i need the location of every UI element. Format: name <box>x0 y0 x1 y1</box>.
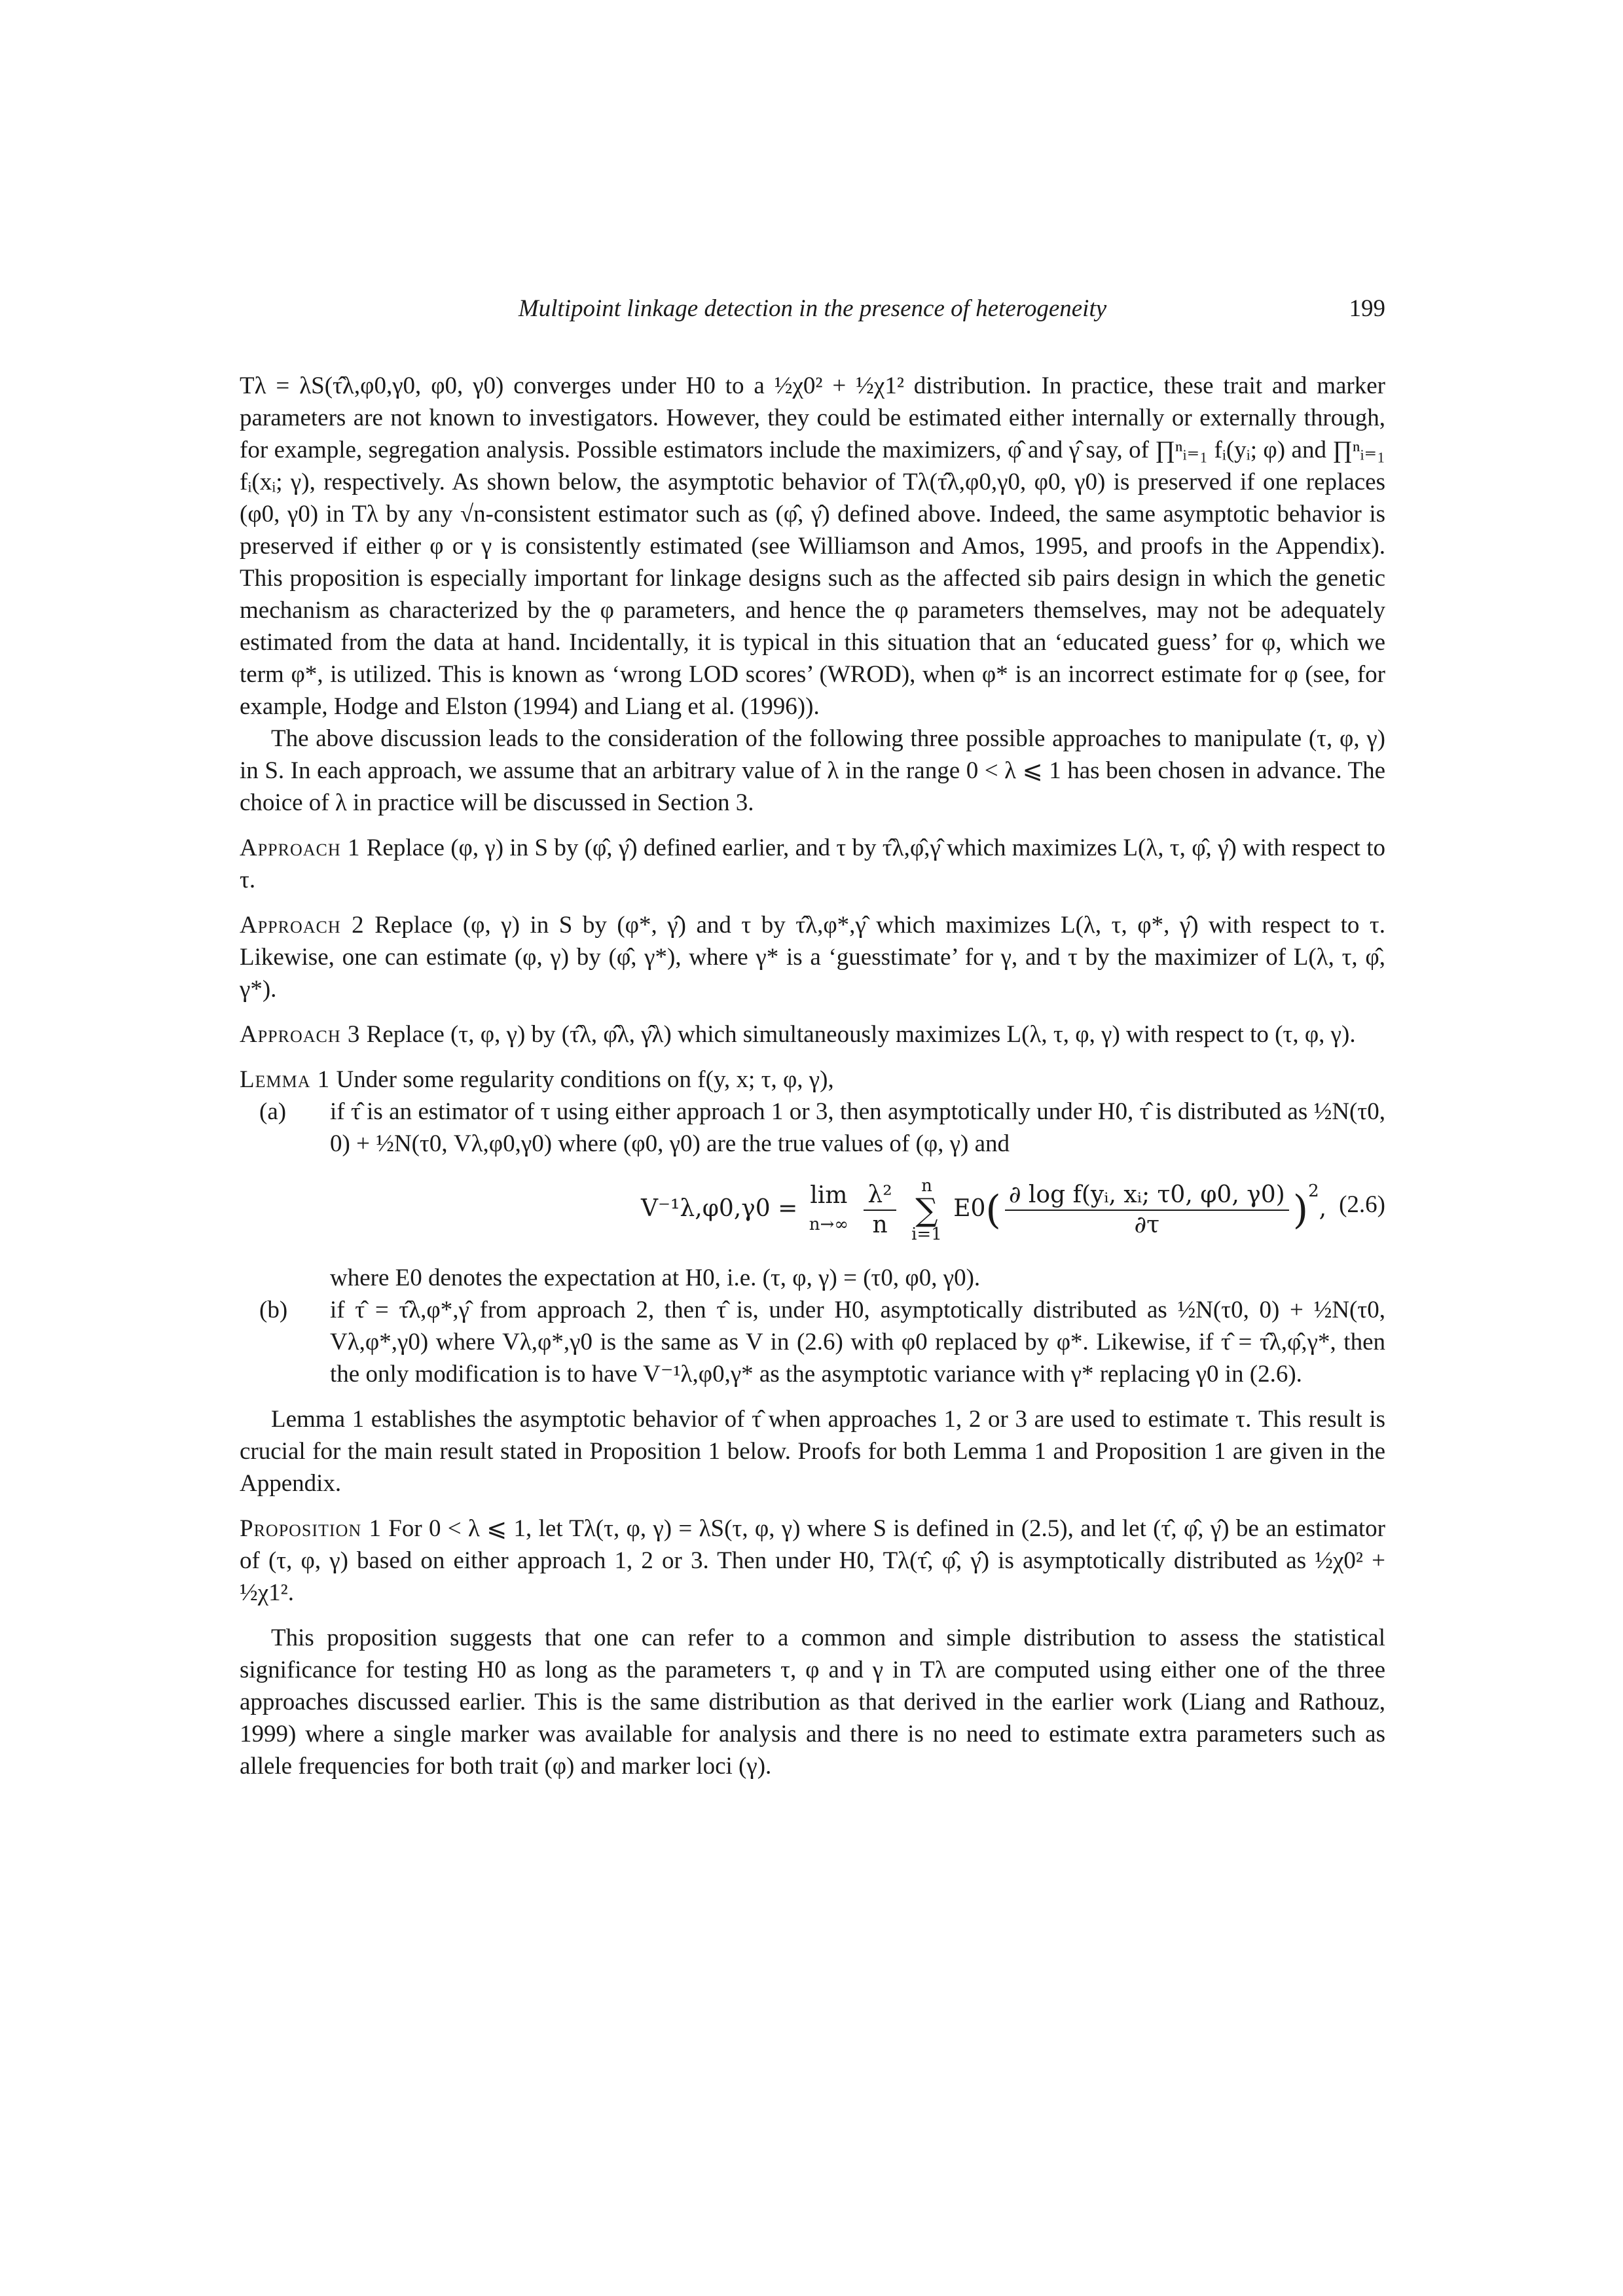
lemma-item-b-text: if τ̂ = τ̂λ,φ*,γ̂ from approach 2, then τ̂ is, under H0, asymptotically distributed as ½N(τ0, 0) + ½N(τ0, Vλ,φ*,γ0) where Vλ,φ*,γ0 is the same as V in (2.6) with φ0 replaced by φ*. Likewise, if τ̂ = τ̂λ,φ̂,γ*, then the only modification is to have V⁻¹λ,φ0,γ* as the asymptotic variance with γ* replacing γ0 in (2.6). <box>330 1297 1385 1388</box>
approach-3-text: Replace (τ, φ, γ) by (τ̂λ, φ̂λ, γ̂λ) which simultaneously maximizes L(λ, τ, φ, γ) with respect to (τ, φ, γ). <box>366 1021 1356 1048</box>
equation-lhs: V⁻¹λ,φ0,γ0 <box>641 1195 771 1222</box>
page-number: 199 <box>1349 295 1385 322</box>
equation-sum-top: n <box>921 1176 932 1196</box>
proposition-1 <box>240 1513 1385 1609</box>
equation-equals: = <box>778 1195 798 1222</box>
lemma-item-b-label: (b) <box>259 1297 288 1323</box>
equation-2-6 <box>330 1162 1385 1261</box>
lemma-item-a <box>259 1096 1385 1294</box>
paragraph-final: This proposition suggests that one can refer to a common and simple distribution to assess the statistical significance for testing H0 as long as the parameters τ, φ and γ in Tλ are computed using either one of the three approaches discussed earlier. This is the same distribution as that derived in the earlier work (Liang and Rathouz, 1999) where a single marker was available for analysis and there is no need to estimate extra parameters such as allele frequencies for both trait (φ) and marker loci (γ). <box>240 1624 1385 1780</box>
equation-expectation: E0 <box>953 1195 986 1222</box>
approach-1 <box>240 832 1385 896</box>
equation-right-paren: ) <box>1292 1187 1309 1233</box>
equation-inner-num: ∂ log f(yᵢ, xᵢ; τ0, φ0, γ0) <box>1005 1181 1289 1211</box>
running-head <box>240 295 1385 334</box>
equation-lambda-fraction <box>864 1181 896 1240</box>
lemma-item-a-label: (a) <box>259 1098 287 1125</box>
approach-1-text: Replace (φ, γ) in S by (φ̂, γ̂) defined earlier, and τ by τ̂λ,φ̂,γ̂ which maximizes L(λ, τ, φ̂, γ̂) with respect to τ. <box>240 834 1385 893</box>
lemma-label: Lemma 1 <box>240 1066 331 1093</box>
equation-derivative-fraction <box>1005 1181 1289 1240</box>
body-text <box>240 370 1385 1782</box>
lemma-item-a-after: where E0 denotes the expectation at H0, i.e. (τ, φ, γ) = (τ0, φ0, γ0). <box>330 1265 981 1291</box>
equation-limit <box>809 1181 848 1239</box>
paragraph-after-lemma: Lemma 1 establishes the asymptotic behavior of τ̂ when approaches 1, 2 or 3 are used to estimate τ. This result is crucial for the main result stated in Proposition 1 below. Proofs for both Lemma 1 and Proposition 1 are given in the Appendix. <box>240 1406 1385 1497</box>
equation-inner-den: ∂τ <box>1134 1211 1160 1238</box>
equation-frac-den: n <box>872 1211 888 1238</box>
equation-content <box>641 1177 1326 1243</box>
approach-2-label: Approach 2 <box>240 912 365 939</box>
equation-power: 2 <box>1308 1181 1319 1201</box>
paragraph-estimation: Tλ = λS(τ̂λ,φ0,γ0, φ0, γ0) converges under H0 to a ½χ0² + ½χ1² distribution. In practice, these trait and marker parameters are not known to investigators. However, they could be estimated either internally or externally through, for example, segregation analysis. Possible estimators include the maximizers, φ̂ and γ̂ say, of ∏ⁿᵢ₌₁ fᵢ(yᵢ; φ) and ∏ⁿᵢ₌₁ fᵢ(xᵢ; γ), respectively. As shown below, the asymptotic behavior of Tλ(τ̂λ,φ0,γ0, φ0, γ0) is preserved if one replaces (φ0, γ0) in Tλ by any √n-consistent estimator such as (φ̂, γ̂) defined above. Indeed, the same asymptotic behavior is preserved if either φ or γ is consistently estimated (see Williamson and Amos, 1995, and proofs in the Appendix). This proposition is especially important for linkage designs such as the affected sib pairs design in which the genetic mechanism as characterized by the φ parameters, and hence the φ parameters themselves, may not be adequately estimated from the data at hand. Incidentally, it is typical in this situation that an ‘educated guess’ for φ, which we term φ*, is utilized. This is known as ‘wrong LOD scores’ (WROD), when φ* is an incorrect estimate for φ (see, for example, Hodge and Elston (1994) and Liang et al. (1996)). <box>240 372 1385 720</box>
proposition-label: Proposition 1 <box>240 1515 382 1542</box>
equation-left-paren: ( <box>985 1187 1001 1233</box>
equation-sum-symbol: ∑ <box>915 1192 938 1229</box>
equation-lim: lim <box>810 1182 848 1209</box>
approach-2-text: Replace (φ, γ) in S by (φ*, γ̂) and τ by τ̂λ,φ*,γ̂ which maximizes L(λ, τ, φ*, γ̂) with respect to τ. Likewise, one can estimate (φ, γ) by (φ̂, γ*), where γ* is a ‘guesstimate’ for γ, and τ by the maximizer of L(λ, τ, φ̂, γ*). <box>240 912 1386 1003</box>
paper-page <box>240 295 1385 1782</box>
equation-number: (2.6) <box>1339 1191 1385 1218</box>
lemma-intro: Under some regularity conditions on f(y, x; τ, φ, γ), <box>336 1066 834 1093</box>
equation-sum-bottom: i=1 <box>911 1225 942 1244</box>
lemma-item-a-text: if τ̂ is an estimator of τ using either approach 1 or 3, then asymptotically under H0, τ̂ is distributed as ½N(τ0, 0) + ½N(τ0, Vλ,φ0,γ0) where (φ0, γ0) are the true values of (φ, γ) and <box>330 1098 1385 1157</box>
lemma-1 <box>240 1064 1385 1096</box>
approach-1-label: Approach 1 <box>240 834 361 861</box>
lemma-item-b <box>259 1294 1385 1390</box>
proposition-text: For 0 < λ ⩽ 1, let Tλ(τ, φ, γ) = λS(τ, φ, γ) where S is defined in (2.5), and let (τ̂, φ̂, γ̂) be an estimator of (τ, φ, γ) based on either approach 1, 2 or 3. Then under H0, Tλ(τ̂, φ̂, γ̂) is asymptotically distributed as ½χ0² + ½χ1². <box>240 1515 1385 1606</box>
running-title: Multipoint linkage detection in the presence of heterogeneity <box>518 295 1107 322</box>
approach-2 <box>240 909 1385 1005</box>
approach-3 <box>240 1018 1385 1050</box>
paragraph-approaches-intro: The above discussion leads to the consideration of the following three possible approaches to manipulate (τ, φ, γ) in S. In each approach, we assume that an arbitrary value of λ in the range 0 < λ ⩽ 1 has been chosen in advance. The choice of λ in practice will be discussed in Section 3. <box>240 725 1385 816</box>
equation-lim-sub: n→∞ <box>809 1215 848 1234</box>
equation-comma: , <box>1319 1195 1327 1222</box>
equation-frac-num: λ² <box>864 1181 896 1211</box>
approach-3-label: Approach 3 <box>240 1021 361 1048</box>
equation-sum <box>911 1177 942 1243</box>
